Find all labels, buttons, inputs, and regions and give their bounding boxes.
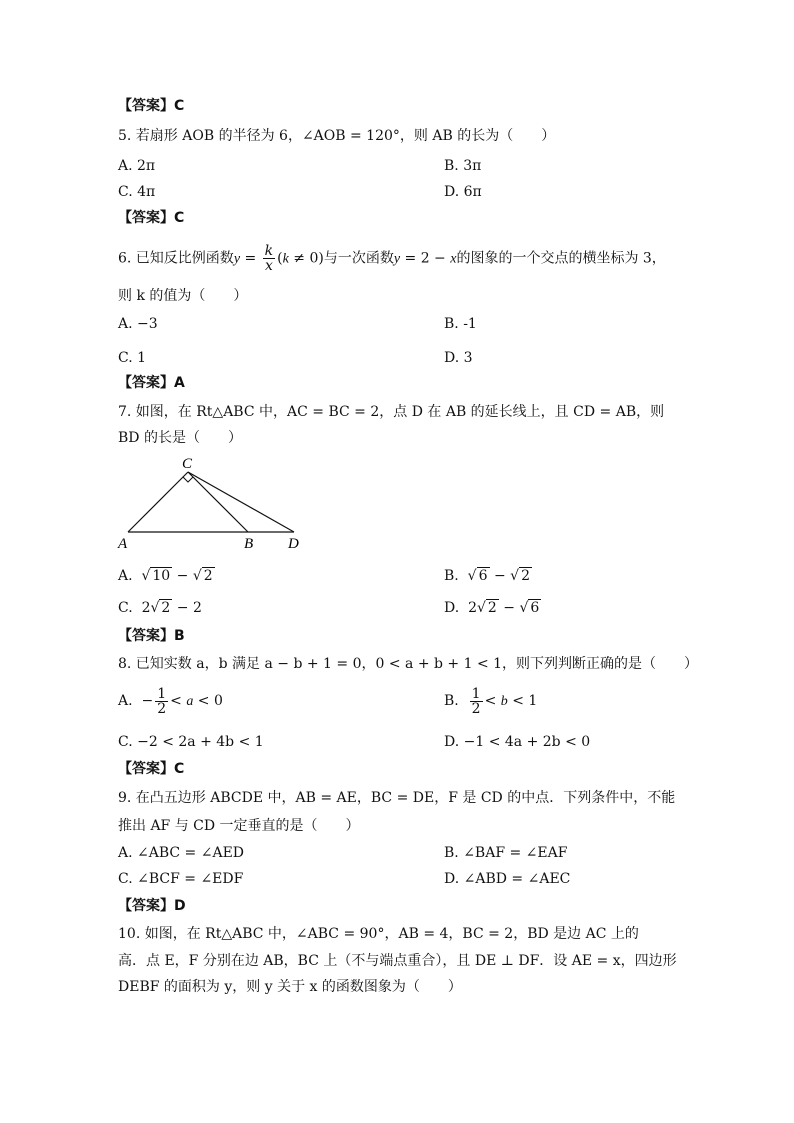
q5-option-c: C. 4π bbox=[118, 184, 156, 200]
segment-ac bbox=[128, 472, 188, 532]
q6-option-a: A. −3 bbox=[118, 316, 158, 332]
label-d: D bbox=[288, 536, 299, 552]
q8-option-b: B. $\frac{1}{2}$ < b < 1 bbox=[444, 685, 538, 717]
q7-option-b-label: B. bbox=[444, 568, 459, 584]
q9-option-c: C. ∠BCF = ∠EDF bbox=[118, 871, 244, 887]
q7-option-a: A. √ 10 − √ 2 bbox=[118, 568, 213, 584]
answer-q9: 【答案】D bbox=[118, 898, 186, 914]
question-9-stem-line1: 9. 在凸五边形 ABCDE 中，AB = AE，BC = DE，F 是 CD 的中点．下列条件中，不能 bbox=[118, 790, 676, 806]
q8-option-c: C. −2 < 2a + 4b < 1 bbox=[118, 734, 264, 750]
triangle-figure bbox=[116, 452, 316, 552]
answer-q8: 【答案】C bbox=[118, 761, 185, 777]
q7-option-b: B. √ 6 − √ 2 bbox=[444, 568, 530, 584]
q6-stem-part3: 的图象的一个交点的横坐标为 3， bbox=[456, 250, 666, 267]
q7-option-a-label: A. bbox=[118, 568, 133, 584]
q9-option-a: A. ∠ABC = ∠AED bbox=[118, 845, 245, 861]
q9-option-d: D. ∠ABD = ∠AEC bbox=[444, 871, 571, 887]
right-angle-mark bbox=[183, 477, 193, 482]
answer-q6: 【答案】A bbox=[118, 375, 185, 391]
question-6-stem-line2: 则 k 的值为（ ） bbox=[118, 288, 248, 304]
question-10-stem-line3: DEBF 的面积为 y，则 y 关于 x 的函数图象为（ ） bbox=[118, 979, 462, 995]
q6-option-d: D. 3 bbox=[444, 350, 473, 366]
q7-option-d: D. 2√ 2 − √ 6 bbox=[444, 600, 540, 616]
question-7-stem-line1: 7. 如图，在 Rt△ABC 中，AC = BC = 2，点 D 在 AB 的延长线上，且 CD = AB，则 bbox=[118, 404, 665, 420]
q6-stem-part1: 6. 已知反比例函数 bbox=[118, 250, 234, 267]
question-9-stem-line2: 推出 AF 与 CD 一定垂直的是（ ） bbox=[118, 818, 360, 834]
answer-q7: 【答案】B bbox=[118, 628, 185, 644]
question-7-stem-line2: BD 的长是（ ） bbox=[118, 430, 242, 446]
q6-option-b: B. -1 bbox=[444, 316, 477, 332]
question-5-stem: 5. 若扇形 AOB 的半径为 6，∠AOB = 120°，则 AB 的长为（ ） bbox=[118, 128, 556, 144]
q6-option-c: C. 1 bbox=[118, 350, 147, 366]
q5-option-b: B. 3π bbox=[444, 158, 482, 174]
label-b: B bbox=[244, 536, 254, 552]
q7-option-d-label: D. bbox=[444, 600, 460, 616]
question-6-stem: 6. 已知反比例函数y = $\frac{k}{x}$ (k ≠ 0)与一次函数y = 2 − x的图象的一个交点的横坐标为 3， bbox=[118, 243, 666, 274]
q5-option-d: D. 6π bbox=[444, 184, 482, 200]
fraction-k-over-x: $\frac{k}{x}$ bbox=[264, 243, 274, 274]
question-10-stem-line1: 10. 如图，在 Rt△ABC 中，∠ABC = 90°，AB = 4，BC = 2，BD 是边 AC 上的 bbox=[118, 926, 639, 942]
label-a: A bbox=[118, 536, 128, 552]
q5-option-a: A. 2π bbox=[118, 158, 156, 174]
answer-q4: 【答案】C bbox=[118, 98, 185, 114]
q8-option-b-label: B. bbox=[444, 693, 459, 709]
question-8-stem: 8. 已知实数 a，b 满足 a − b + 1 = 0，0 < a + b + 1 < 1，则下列判断正确的是（ ） bbox=[118, 656, 699, 672]
label-c: C bbox=[182, 456, 193, 472]
q9-option-b: B. ∠BAF = ∠EAF bbox=[444, 845, 568, 861]
q6-stem-part2: 与一次函数 bbox=[323, 250, 394, 267]
q7-option-c: C. 2√ 2 − 2 bbox=[118, 600, 202, 616]
q7-option-c-label: C. bbox=[118, 600, 133, 616]
q8-option-d: D. −1 < 4a + 2b < 0 bbox=[444, 734, 591, 750]
q8-option-a-label: A. bbox=[118, 693, 133, 709]
segment-cd bbox=[188, 472, 294, 532]
segment-cb bbox=[188, 472, 248, 532]
question-10-stem-line2: 高．点 E，F 分别在边 AB，BC 上（不与端点重合），且 DE ⊥ DF．设 AE = x，四边形 bbox=[118, 953, 677, 969]
answer-q5: 【答案】C bbox=[118, 210, 185, 226]
q8-option-a: A. − $\frac{1}{2}$ < a < 0 bbox=[118, 685, 223, 717]
